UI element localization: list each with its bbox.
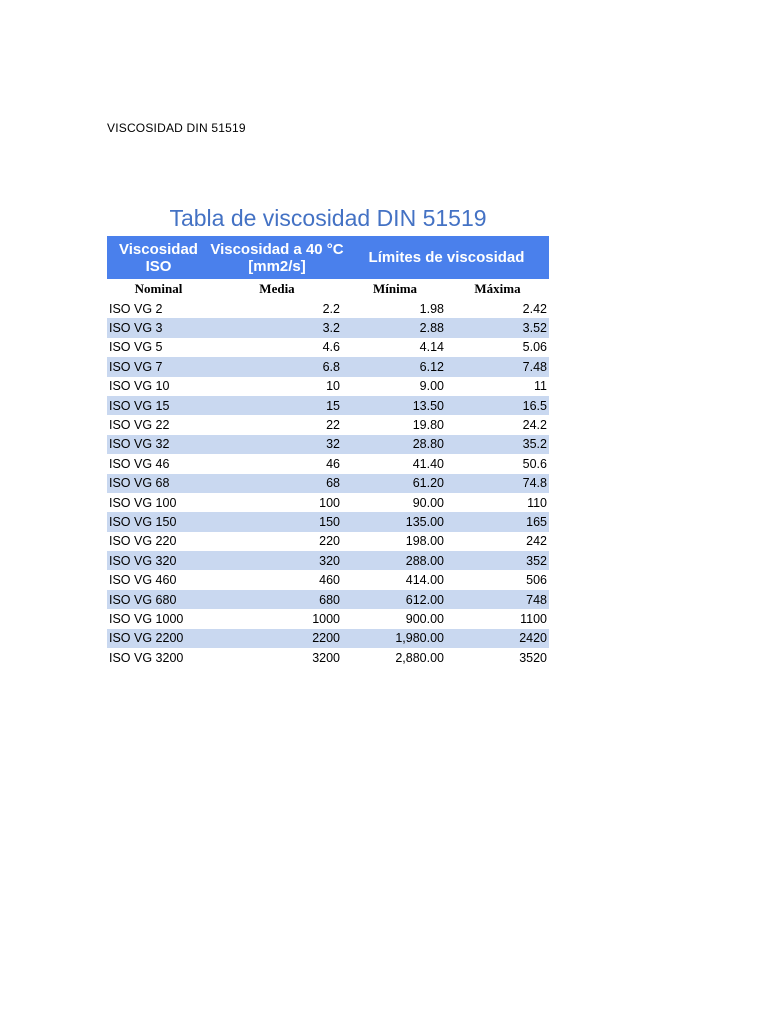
minima-cell: 90.00 [412,495,444,510]
viscosity-table [107,236,549,667]
nominal-cell: ISO VG 5 [109,340,163,355]
table-title: Tabla de viscosidad DIN 51519 [169,205,487,231]
maxima-cell: 3520 [519,650,547,665]
maxima-cell: 5.06 [522,340,547,355]
table-row [107,532,549,551]
table-row [107,474,549,493]
media-cell: 680 [319,592,340,607]
minima-cell: 13.50 [412,398,444,413]
minima-cell: 1,980.00 [395,631,444,646]
table-row [107,648,549,667]
nominal-cell: ISO VG 22 [109,418,170,433]
subheader-media: Media [259,281,295,296]
minima-cell: 288.00 [405,553,444,568]
nominal-cell: ISO VG 100 [109,495,177,510]
maxima-cell: 165 [526,514,547,529]
media-cell: 2200 [312,631,340,646]
media-cell: 32 [326,437,340,452]
table-header-row [107,236,549,279]
maxima-cell: 2420 [519,631,547,646]
minima-cell: 414.00 [405,573,444,588]
media-cell: 220 [319,534,340,549]
maxima-cell: 1100 [520,611,547,626]
media-cell: 1000 [312,611,340,626]
nominal-cell: ISO VG 68 [109,476,170,491]
media-cell: 4.6 [322,340,340,355]
media-cell: 100 [319,495,340,510]
nominal-cell: ISO VG 46 [109,456,170,471]
subheader-minima: Mínima [372,281,418,296]
minima-cell: 1.98 [419,301,444,316]
media-cell: 320 [319,553,340,568]
table-row [107,551,549,570]
nominal-cell: ISO VG 7 [109,359,163,374]
minima-cell: 612.00 [405,592,444,607]
nominal-cell: ISO VG 3200 [109,650,184,665]
maxima-cell: 3.52 [522,321,547,336]
header-limites-viscosidad: Límites de viscosidad [368,249,525,266]
maxima-cell: 506 [526,573,547,588]
nominal-cell: ISO VG 32 [109,437,170,452]
media-cell: 150 [319,514,340,529]
media-cell: 15 [326,398,340,413]
media-cell: 10 [326,379,340,394]
header-viscosidad-40c: Viscosidad a 40 °C [mm2/s] [210,240,344,275]
header-viscosidad-iso: Viscosidad ISO [119,240,198,275]
table-row [107,512,549,531]
minima-cell: 2.88 [419,321,444,336]
minima-cell: 6.12 [419,359,444,374]
maxima-cell: 11 [534,379,547,394]
table-row [107,570,549,589]
nominal-cell: ISO VG 10 [109,379,170,394]
nominal-cell: ISO VG 3 [109,321,163,336]
nominal-cell: ISO VG 2200 [109,631,184,646]
maxima-cell: 35.2 [522,437,547,452]
table-row [107,609,549,628]
media-cell: 2.2 [322,301,340,316]
media-cell: 22 [326,418,340,433]
media-cell: 6.8 [322,359,340,374]
table-row [107,629,549,648]
table-row [107,357,549,376]
media-cell: 460 [319,573,340,588]
maxima-cell: 242 [526,534,547,549]
maxima-cell: 2.42 [522,301,547,316]
table-row [107,454,549,473]
nominal-cell: ISO VG 680 [109,592,177,607]
nominal-cell: ISO VG 1000 [109,611,184,626]
maxima-cell: 24.2 [522,418,547,433]
table-row [107,318,549,337]
minima-cell: 900.00 [405,611,444,626]
maxima-cell: 352 [526,553,547,568]
table-subheader-row [107,279,549,299]
minima-cell: 9.00 [419,379,444,394]
subheader-nominal: Nominal [134,281,183,296]
nominal-cell: ISO VG 320 [109,553,177,568]
nominal-cell: ISO VG 2 [109,301,163,316]
minima-cell: 135.00 [405,514,444,529]
table-body [107,299,549,667]
subheader-maxima: Máxima [474,281,521,296]
minima-cell: 41.40 [412,456,444,471]
nominal-cell: ISO VG 15 [109,398,170,413]
table-row [107,338,549,357]
table-row [107,415,549,434]
table-row [107,590,549,609]
maxima-cell: 74.8 [522,476,547,491]
nominal-cell: ISO VG 460 [109,573,177,588]
document-heading: VISCOSIDAD DIN 51519 [107,121,246,135]
media-cell: 46 [326,456,340,471]
minima-cell: 198.00 [405,534,444,549]
maxima-cell: 16.5 [522,398,547,413]
nominal-cell: ISO VG 150 [109,514,177,529]
table-row [107,396,549,415]
nominal-cell: ISO VG 220 [109,534,177,549]
maxima-cell: 748 [526,592,547,607]
table-row [107,377,549,396]
maxima-cell: 7.48 [522,359,547,374]
minima-cell: 61.20 [412,476,444,491]
table-row [107,493,549,512]
maxima-cell: 110 [527,495,547,510]
minima-cell: 2,880.00 [395,650,444,665]
media-cell: 3200 [312,650,340,665]
maxima-cell: 50.6 [522,456,547,471]
table-row [107,435,549,454]
minima-cell: 4.14 [419,340,444,355]
minima-cell: 28.80 [412,437,444,452]
media-cell: 3.2 [322,321,340,336]
table-row [107,299,549,318]
minima-cell: 19.80 [412,418,444,433]
media-cell: 68 [326,476,340,491]
